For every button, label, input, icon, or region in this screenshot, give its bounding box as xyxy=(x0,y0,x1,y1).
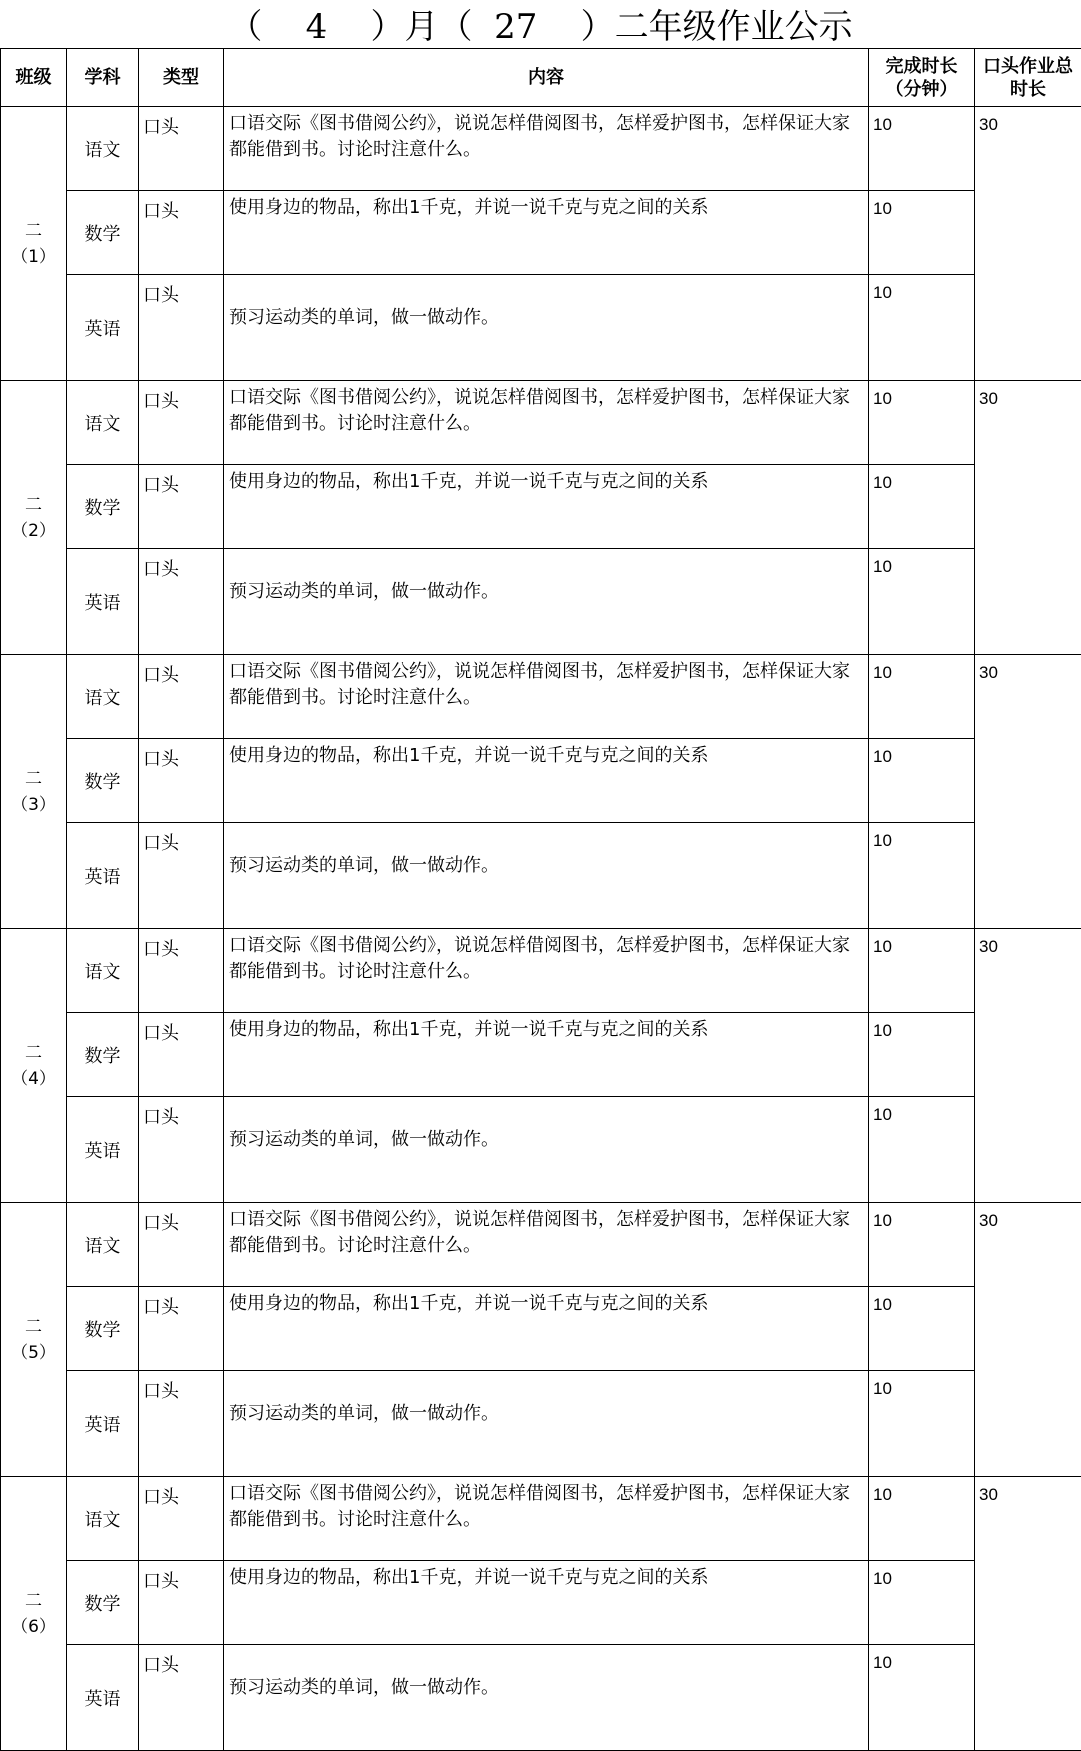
class-cell xyxy=(1,381,67,655)
type-cell: 口头 xyxy=(139,1561,224,1645)
class-number: （2） xyxy=(1,518,66,544)
duration-cell: 10 xyxy=(869,655,975,739)
table-row xyxy=(1,465,1081,549)
subject-cell: 语文 xyxy=(67,929,139,1013)
duration-cell: 10 xyxy=(869,1561,975,1645)
duration-cell: 10 xyxy=(869,549,975,655)
duration-cell: 10 xyxy=(869,1097,975,1203)
subject-cell: 数学 xyxy=(67,465,139,549)
subject-cell: 数学 xyxy=(67,1561,139,1645)
content-cell: 预习运动类的单词，做一做动作。 xyxy=(224,1645,869,1751)
class-grade: 二 xyxy=(1,492,66,518)
content-cell: 口语交际《图书借阅公约》，说说怎样借阅图书，怎样爱护图书，怎样保证大家都能借到书。讨论时注意什么。 xyxy=(224,381,869,465)
header-content: 内容 xyxy=(224,49,869,107)
content-cell: 使用身边的物品，称出1千克，并说一说千克与克之间的关系 xyxy=(224,1013,869,1097)
subject-cell: 语文 xyxy=(67,1203,139,1287)
type-cell: 口头 xyxy=(139,275,224,381)
type-cell: 口头 xyxy=(139,191,224,275)
content-cell: 口语交际《图书借阅公约》，说说怎样借阅图书，怎样爱护图书，怎样保证大家都能借到书。讨论时注意什么。 xyxy=(224,929,869,1013)
type-cell: 口头 xyxy=(139,1371,224,1477)
header-duration: 完成时长（分钟） xyxy=(869,49,975,107)
type-cell: 口头 xyxy=(139,549,224,655)
table-row xyxy=(1,1013,1081,1097)
subject-cell: 英语 xyxy=(67,823,139,929)
type-cell: 口头 xyxy=(139,1013,224,1097)
table-row xyxy=(1,1477,1081,1561)
oral-total-cell: 30 xyxy=(975,655,1081,929)
class-grade: 二 xyxy=(1,1040,66,1066)
duration-cell: 10 xyxy=(869,929,975,1013)
content-cell: 预习运动类的单词，做一做动作。 xyxy=(224,275,869,381)
duration-cell: 10 xyxy=(869,1287,975,1371)
oral-total-cell: 30 xyxy=(975,1477,1081,1751)
class-number: （6） xyxy=(1,1614,66,1640)
class-cell xyxy=(1,929,67,1203)
content-cell: 使用身边的物品，称出1千克，并说一说千克与克之间的关系 xyxy=(224,739,869,823)
header-row xyxy=(1,49,1081,107)
subject-cell: 语文 xyxy=(67,655,139,739)
class-number: （5） xyxy=(1,1340,66,1366)
table-row xyxy=(1,1097,1081,1203)
content-cell: 口语交际《图书借阅公约》，说说怎样借阅图书，怎样爱护图书，怎样保证大家都能借到书。讨论时注意什么。 xyxy=(224,655,869,739)
duration-cell: 10 xyxy=(869,739,975,823)
class-grade: 二 xyxy=(1,218,66,244)
table-row xyxy=(1,107,1081,191)
content-cell: 使用身边的物品，称出1千克，并说一说千克与克之间的关系 xyxy=(224,465,869,549)
table-row xyxy=(1,1561,1081,1645)
type-cell: 口头 xyxy=(139,1203,224,1287)
header-type: 类型 xyxy=(139,49,224,107)
subject-cell: 数学 xyxy=(67,739,139,823)
oral-total-cell: 30 xyxy=(975,929,1081,1203)
content-cell: 预习运动类的单词，做一做动作。 xyxy=(224,1371,869,1477)
subject-cell: 语文 xyxy=(67,107,139,191)
type-cell: 口头 xyxy=(139,107,224,191)
type-cell: 口头 xyxy=(139,381,224,465)
subject-cell: 英语 xyxy=(67,1371,139,1477)
type-cell: 口头 xyxy=(139,655,224,739)
table-row xyxy=(1,191,1081,275)
content-cell: 使用身边的物品，称出1千克，并说一说千克与克之间的关系 xyxy=(224,1561,869,1645)
duration-cell: 10 xyxy=(869,1477,975,1561)
table-row xyxy=(1,549,1081,655)
type-cell: 口头 xyxy=(139,823,224,929)
subject-cell: 英语 xyxy=(67,1097,139,1203)
duration-cell: 10 xyxy=(869,275,975,381)
class-grade: 二 xyxy=(1,1314,66,1340)
content-cell: 使用身边的物品，称出1千克，并说一说千克与克之间的关系 xyxy=(224,1287,869,1371)
duration-cell: 10 xyxy=(869,381,975,465)
duration-cell: 10 xyxy=(869,823,975,929)
table-row xyxy=(1,275,1081,381)
class-cell xyxy=(1,107,67,381)
content-cell: 口语交际《图书借阅公约》，说说怎样借阅图书，怎样爱护图书，怎样保证大家都能借到书。讨论时注意什么。 xyxy=(224,1203,869,1287)
subject-cell: 数学 xyxy=(67,191,139,275)
subject-cell: 语文 xyxy=(67,381,139,465)
content-cell: 口语交际《图书借阅公约》，说说怎样借阅图书，怎样爱护图书，怎样保证大家都能借到书。讨论时注意什么。 xyxy=(224,107,869,191)
content-cell: 预习运动类的单词，做一做动作。 xyxy=(224,823,869,929)
subject-cell: 数学 xyxy=(67,1287,139,1371)
duration-cell: 10 xyxy=(869,191,975,275)
duration-cell: 10 xyxy=(869,465,975,549)
page-title: （ 4 ）月（ 27 ）二年级作业公示 xyxy=(0,0,1081,48)
table-row xyxy=(1,655,1081,739)
class-grade: 二 xyxy=(1,1588,66,1614)
type-cell: 口头 xyxy=(139,739,224,823)
header-subject: 学科 xyxy=(67,49,139,107)
oral-total-cell: 30 xyxy=(975,381,1081,655)
type-cell: 口头 xyxy=(139,465,224,549)
table-row xyxy=(1,1645,1081,1751)
duration-cell: 10 xyxy=(869,1013,975,1097)
duration-cell: 10 xyxy=(869,1645,975,1751)
subject-cell: 英语 xyxy=(67,275,139,381)
type-cell: 口头 xyxy=(139,1477,224,1561)
homework-table xyxy=(0,48,1081,1751)
duration-cell: 10 xyxy=(869,1203,975,1287)
class-number: （3） xyxy=(1,792,66,818)
class-cell xyxy=(1,1203,67,1477)
subject-cell: 英语 xyxy=(67,549,139,655)
type-cell: 口头 xyxy=(139,1287,224,1371)
class-cell xyxy=(1,655,67,929)
subject-cell: 数学 xyxy=(67,1013,139,1097)
table-row xyxy=(1,823,1081,929)
table-row xyxy=(1,1371,1081,1477)
duration-cell: 10 xyxy=(869,107,975,191)
type-cell: 口头 xyxy=(139,1645,224,1751)
type-cell: 口头 xyxy=(139,1097,224,1203)
content-cell: 口语交际《图书借阅公约》，说说怎样借阅图书，怎样爱护图书，怎样保证大家都能借到书。讨论时注意什么。 xyxy=(224,1477,869,1561)
class-grade: 二 xyxy=(1,766,66,792)
table-row xyxy=(1,1203,1081,1287)
header-class: 班级 xyxy=(1,49,67,107)
subject-cell: 语文 xyxy=(67,1477,139,1561)
class-cell xyxy=(1,1477,67,1751)
header-oral-total: 口头作业总时长 xyxy=(975,49,1081,107)
class-number: （4） xyxy=(1,1066,66,1092)
table-row xyxy=(1,1287,1081,1371)
class-number: （1） xyxy=(1,244,66,270)
table-row xyxy=(1,929,1081,1013)
content-cell: 使用身边的物品，称出1千克，并说一说千克与克之间的关系 xyxy=(224,191,869,275)
content-cell: 预习运动类的单词，做一做动作。 xyxy=(224,1097,869,1203)
table-row xyxy=(1,381,1081,465)
oral-total-cell: 30 xyxy=(975,1203,1081,1477)
duration-cell: 10 xyxy=(869,1371,975,1477)
type-cell: 口头 xyxy=(139,929,224,1013)
oral-total-cell: 30 xyxy=(975,107,1081,381)
content-cell: 预习运动类的单词，做一做动作。 xyxy=(224,549,869,655)
table-row xyxy=(1,739,1081,823)
subject-cell: 英语 xyxy=(67,1645,139,1751)
